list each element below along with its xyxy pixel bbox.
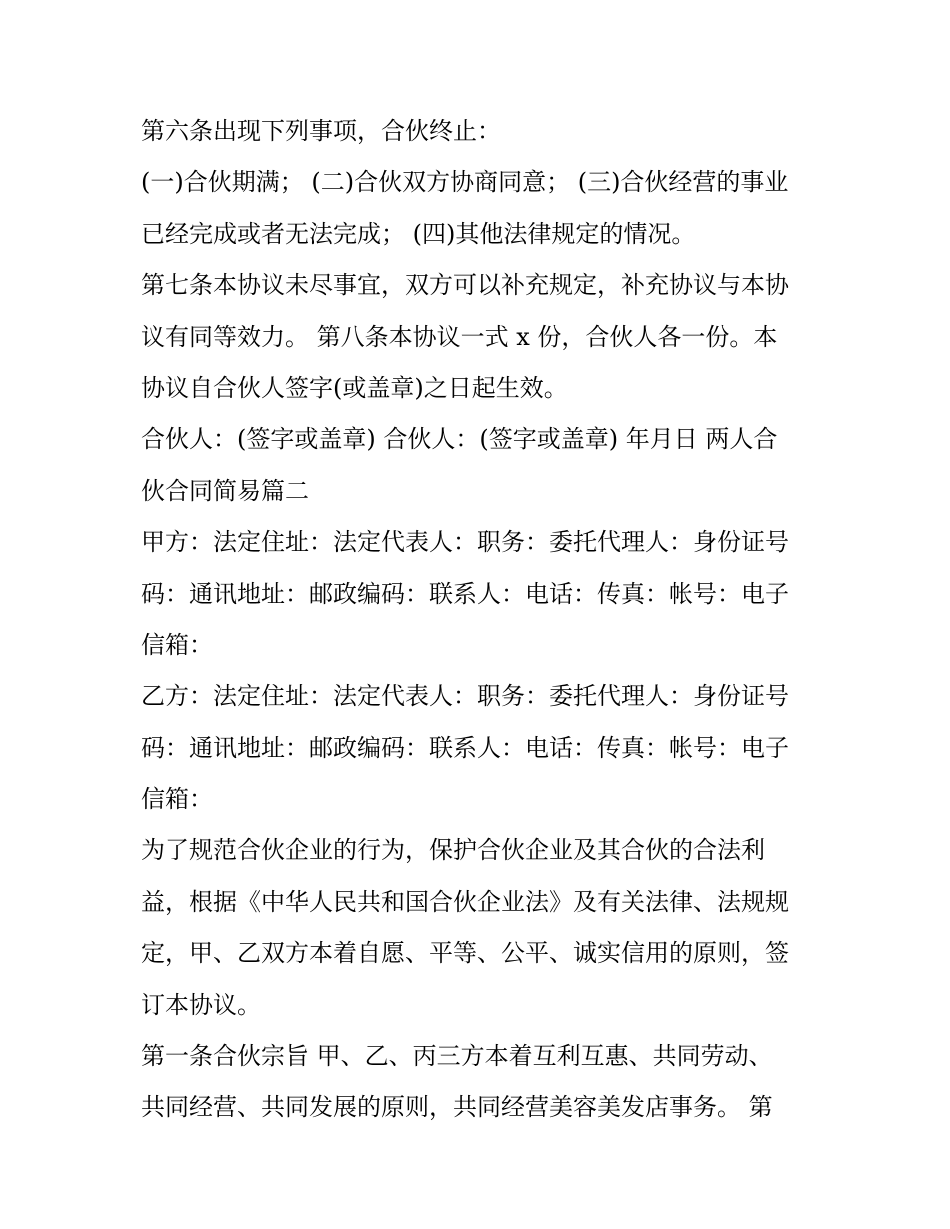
text-line: 益，根据《中华人民共和国合伙企业法》及有关法律、法规规 xyxy=(141,887,789,916)
text-line: 乙方：法定住址：法定代表人：职务：委托代理人：身份证号 xyxy=(141,682,789,711)
text-line: 甲方：法定住址：法定代表人：职务：委托代理人：身份证号 xyxy=(141,528,789,557)
text-line: 定，甲、乙双方本着自愿、平等、公平、诚实信用的原则，签 xyxy=(141,939,789,968)
text-line: 协议自合伙人签字(或盖章)之日起生效。 xyxy=(141,373,568,402)
text-line: 为了规范合伙企业的行为，保护合伙企业及其合伙的合法利 xyxy=(141,836,765,865)
text-line: 码：通讯地址：邮政编码：联系人：电话：传真：帐号：电子 xyxy=(141,579,789,608)
text-line: 已经完成或者无法完成； (四)其他法律规定的情况。 xyxy=(141,219,696,248)
text-line: 信箱： xyxy=(141,630,213,659)
text-line: 伙合同简易篇二 xyxy=(141,476,309,505)
text-line: 合伙人：(签字或盖章) 合伙人：(签字或盖章) 年月日 两人合 xyxy=(141,425,778,454)
text-line: 码：通讯地址：邮政编码：联系人：电话：传真：帐号：电子 xyxy=(141,733,789,762)
document-body xyxy=(141,106,821,1134)
text-line: 共同经营、共同发展的原则，共同经营美容美发店事务。 第 xyxy=(141,1093,773,1122)
text-line: (一)合伙期满； (二)合伙双方协商同意； (三)合伙经营的事业 xyxy=(141,168,789,197)
text-line: 议有同等效力。 第八条本协议一式 x 份，合伙人各一份。本 xyxy=(141,322,778,351)
text-line: 信箱： xyxy=(141,785,213,814)
text-line: 第七条本协议未尽事宜，双方可以补充规定，补充协议与本协 xyxy=(141,271,789,300)
text-line: 第一条合伙宗旨 甲、乙、丙三方本着互利互惠、共同劳动、 xyxy=(141,1042,773,1071)
text-line: 订本协议。 xyxy=(141,990,261,1019)
text-line: 第六条出现下列事项，合伙终止： xyxy=(141,117,501,145)
